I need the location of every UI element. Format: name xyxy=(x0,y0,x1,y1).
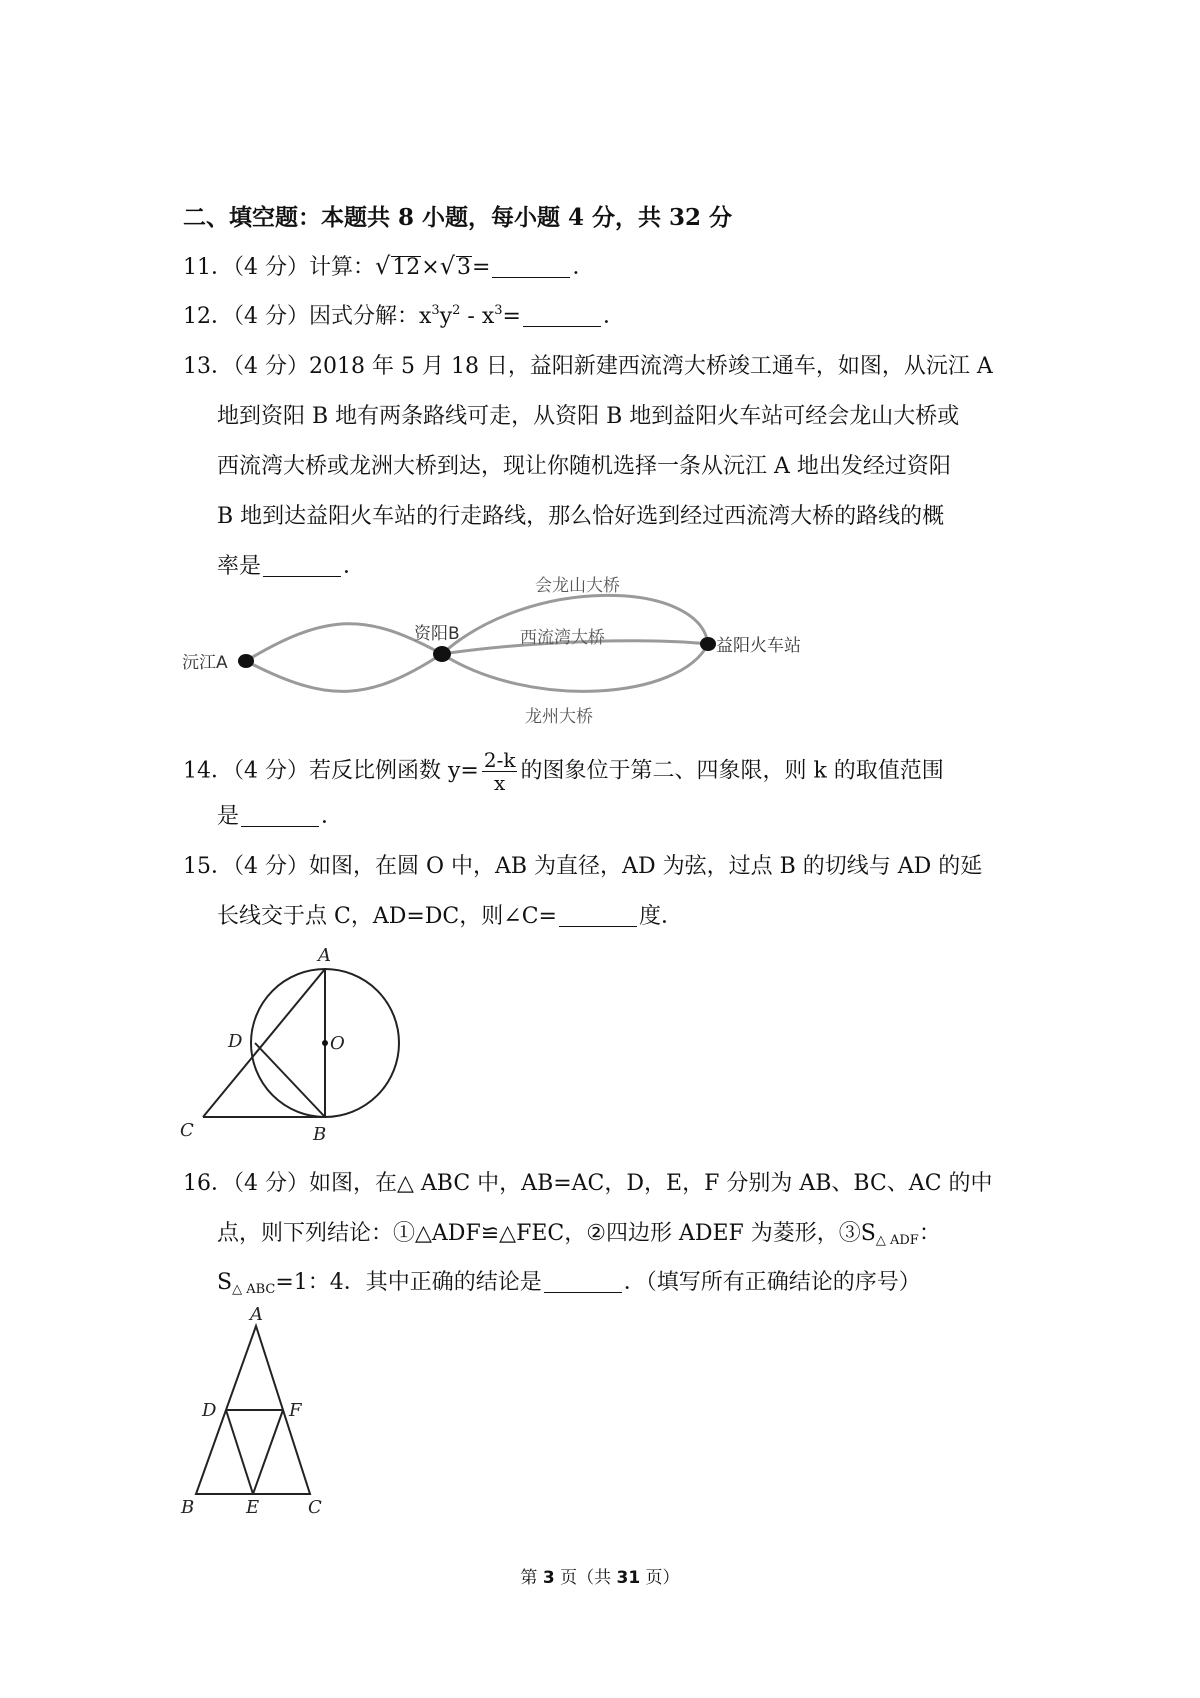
chord-db xyxy=(255,1043,325,1117)
question-15-line-2: 长线交于点 C，AD=DC，则∠C= 度． xyxy=(217,904,683,929)
segment-fe xyxy=(253,1410,283,1494)
route-a-b-lower xyxy=(246,654,442,691)
label-f: F xyxy=(289,1400,302,1421)
fraction-2-k-over-x: $\frac{2-k}{x}$ xyxy=(483,748,516,795)
answer-blank xyxy=(523,304,601,327)
question-14: 14．（4 分）若反比例函数 y= $\frac{2-k}{x}$ 的图象位于第二、四象限，则 k 的取值范围 xyxy=(183,748,944,795)
question-11-prefix: 11．（4 分）计算： xyxy=(183,255,375,280)
answer-blank xyxy=(241,804,319,827)
label-e: E xyxy=(246,1497,260,1518)
question-13-line-1: 13．（4 分）2018 年 5 月 18 日，益阳新建西流湾大桥竣工通车，如图，从沅江 A xyxy=(183,354,993,379)
label-c: C xyxy=(308,1497,322,1518)
label-b: B xyxy=(181,1497,195,1518)
route-longzhou-bridge xyxy=(442,644,708,691)
label-a: A xyxy=(250,1305,263,1325)
section-heading: 二、填空题：本题共 8 小题，每小题 4 分，共 32 分 xyxy=(183,204,733,231)
sqrt-sign-icon: √ xyxy=(439,252,456,280)
point-b-dot-icon xyxy=(433,646,451,662)
label-b: B xyxy=(313,1124,327,1145)
page-footer: 第 3 页（共 31 页） xyxy=(520,1568,680,1588)
label-ziyang-b: 资阳B xyxy=(414,624,460,644)
label-longzhou: 龙州大桥 xyxy=(525,707,593,727)
label-d: D xyxy=(202,1400,217,1421)
page-number: 3 xyxy=(542,1568,555,1588)
station-dot-icon xyxy=(700,637,716,651)
label-xiliuwan: 西流湾大桥 xyxy=(520,628,605,648)
question-15-line-1: 15．（4 分）如图，在圆 O 中，AB 为直径，AD 为弦，过点 B 的切线与 AD 的延 xyxy=(183,854,983,879)
answer-blank xyxy=(492,255,570,278)
question-12: 12．（4 分）因式分解：$x^3y^2 - x^3=$ ． xyxy=(183,303,625,329)
question-11: 11．（4 分）计算：√12×√3= ． xyxy=(183,252,595,280)
label-yuanjiang-a: 沅江A xyxy=(182,653,228,673)
radicand-3: 3 xyxy=(457,255,472,280)
label-d: D xyxy=(228,1031,243,1052)
label-c: C xyxy=(180,1120,194,1141)
page-total: 31 xyxy=(616,1568,641,1588)
label-o: O xyxy=(330,1033,345,1054)
question-16-line-3: $S_{\triangle ABC}=1$：4．其中正确的结论是 ．（填写所有正确结论的序号） xyxy=(217,1270,921,1297)
line-ac xyxy=(203,969,325,1117)
segment-de xyxy=(226,1410,253,1494)
point-a-dot-icon xyxy=(238,654,254,668)
label-huilongshan: 会龙山大桥 xyxy=(535,576,620,596)
answer-blank xyxy=(559,904,637,927)
question-13-line-2: 地到资阳 B 地有两条路线可走，从资阳 B 地到益阳火车站可经会龙山大桥或 xyxy=(217,404,960,429)
label-a: A xyxy=(318,945,331,966)
circle-tangent-figure xyxy=(170,940,430,1150)
center-o-dot-icon xyxy=(322,1040,328,1046)
sqrt-sign-icon: √ xyxy=(375,252,391,280)
route-a-b-upper xyxy=(246,624,442,661)
question-16-line-2: 点，则下列结论：①△ADF≌△FEC，②四边形 ADEF 为菱形，$③S_{\triangle ADF}$： xyxy=(217,1221,941,1248)
label-station: 益阳火车站 xyxy=(716,636,801,656)
question-14-line-2: 是 ． xyxy=(217,804,344,829)
question-16-line-1: 16．（4 分）如图，在△ ABC 中，AB=AC，D，E，F 分别为 AB、BC、AC 的中 xyxy=(183,1171,993,1196)
route-map-figure xyxy=(180,570,820,730)
question-13-line-4: B 地到达益阳火车站的行走路线，那么恰好选到经过西流湾大桥的路线的概 xyxy=(217,504,945,529)
question-13-line-5: 率是 ． xyxy=(217,554,366,579)
triangle-abc-figure xyxy=(170,1305,340,1520)
radicand-12: 12 xyxy=(392,255,421,280)
question-13-line-3: 西流湾大桥或龙洲大桥到达，现让你随机选择一条从沅江 A 地出发经过资阳 xyxy=(217,454,951,479)
answer-blank xyxy=(544,1270,622,1293)
